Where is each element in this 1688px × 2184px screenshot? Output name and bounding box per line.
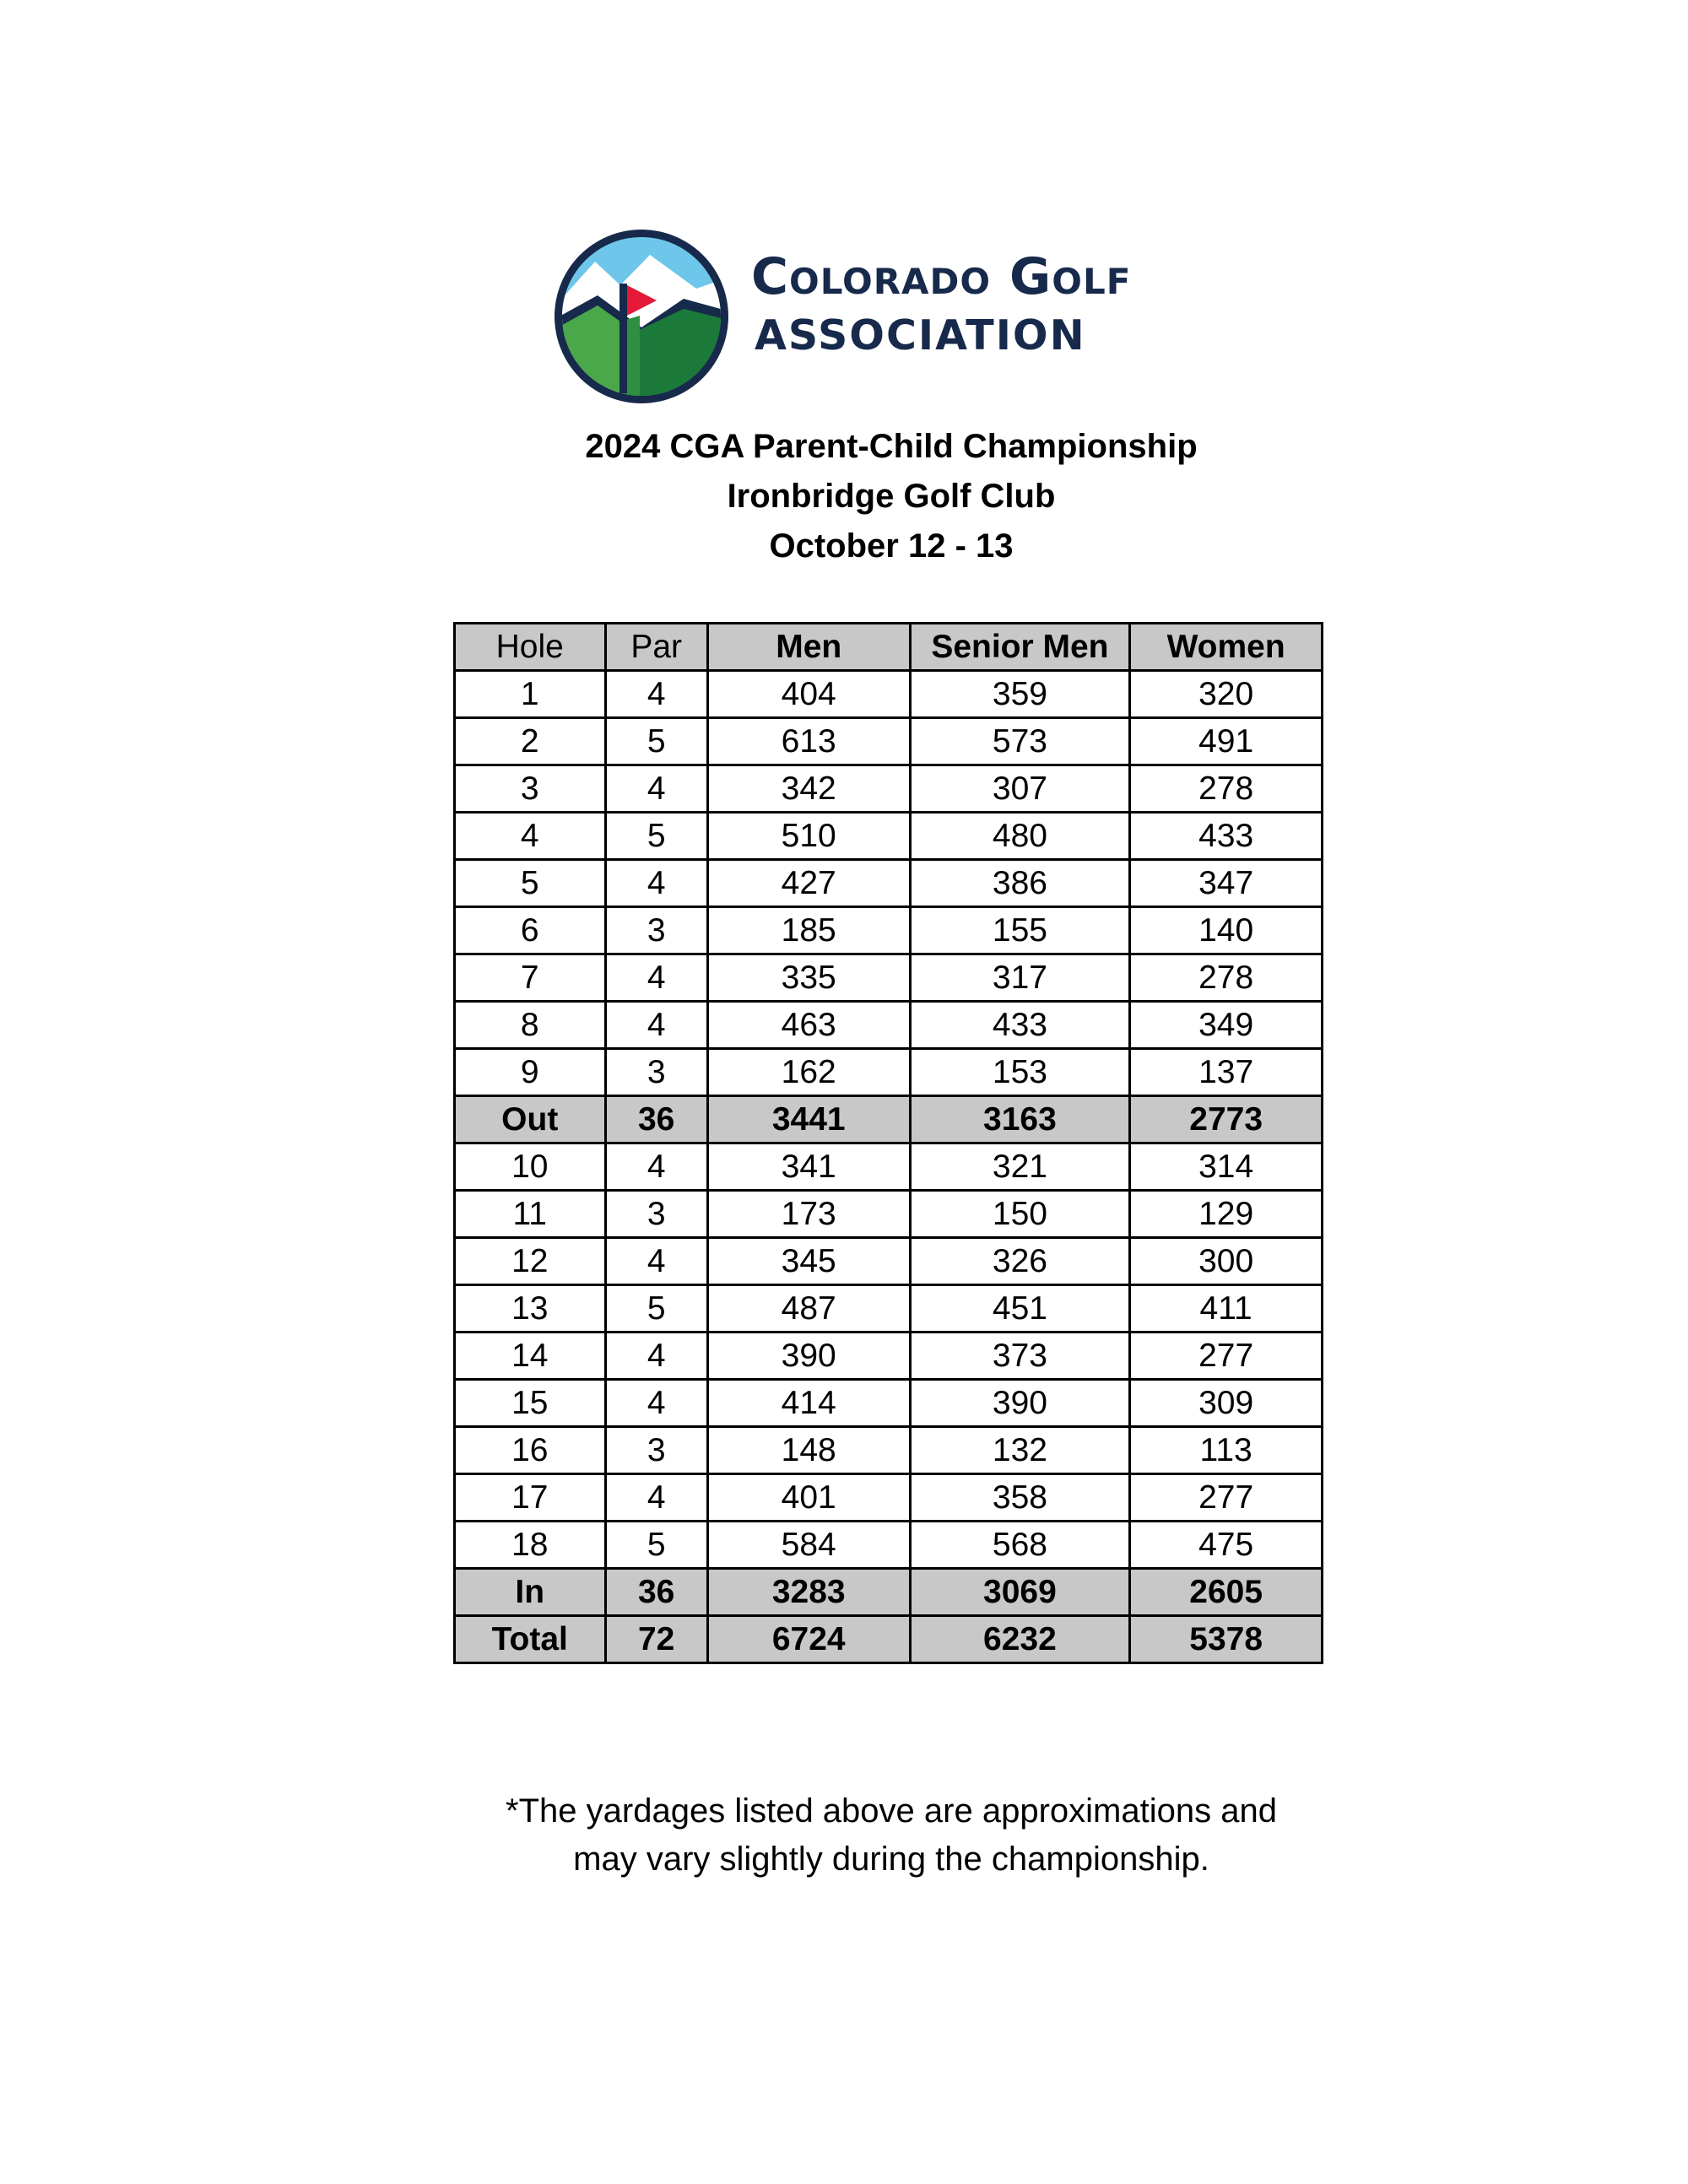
cell-hole: Total [455, 1616, 606, 1663]
cell-men: 613 [707, 718, 910, 765]
table-row [455, 1333, 1323, 1380]
footnote-line1: *The yardages listed above are approximations and [506, 1792, 1277, 1830]
cell-women: 349 [1130, 1002, 1323, 1049]
cell-women: 314 [1130, 1143, 1323, 1191]
cell-par: 3 [605, 1427, 707, 1474]
header-senior-men: Senior Men [910, 624, 1130, 671]
cell-senior-men: 373 [910, 1333, 1130, 1380]
table-row [455, 765, 1323, 813]
event-heading [0, 422, 1688, 571]
cell-hole: 12 [455, 1238, 606, 1285]
cell-men: 3441 [707, 1096, 910, 1143]
cell-women: 433 [1130, 813, 1323, 860]
cell-par: 4 [605, 1380, 707, 1427]
cell-women: 309 [1130, 1380, 1323, 1427]
cell-men: 148 [707, 1427, 910, 1474]
cell-men: 345 [707, 1238, 910, 1285]
table-row [455, 1143, 1323, 1191]
table-row [455, 1427, 1323, 1474]
cell-hole: 11 [455, 1191, 606, 1238]
cell-hole: 7 [455, 954, 606, 1002]
table-row [455, 1569, 1323, 1616]
cell-hole: In [455, 1569, 606, 1616]
yardage-footnote [0, 1787, 1688, 1884]
cell-par: 4 [605, 671, 707, 718]
cell-men: 162 [707, 1049, 910, 1096]
cell-senior-men: 321 [910, 1143, 1130, 1191]
cell-women: 277 [1130, 1333, 1323, 1380]
footnote-line2: may vary slightly during the championship. [573, 1841, 1209, 1878]
table-row [455, 1049, 1323, 1096]
cell-par: 72 [605, 1616, 707, 1663]
cell-hole: 3 [455, 765, 606, 813]
table-row [455, 813, 1323, 860]
cell-par: 3 [605, 907, 707, 954]
cell-hole: 1 [455, 671, 606, 718]
cell-par: 4 [605, 765, 707, 813]
cell-senior-men: 3069 [910, 1569, 1130, 1616]
cell-women: 277 [1130, 1474, 1323, 1522]
cell-par: 4 [605, 1002, 707, 1049]
header-men: Men [707, 624, 910, 671]
cell-men: 487 [707, 1285, 910, 1333]
cga-logo [549, 228, 1350, 405]
cell-senior-men: 568 [910, 1522, 1130, 1569]
cell-women: 2605 [1130, 1569, 1323, 1616]
cell-par: 4 [605, 1143, 707, 1191]
header-hole: Hole [455, 624, 606, 671]
cell-women: 300 [1130, 1238, 1323, 1285]
cell-senior-men: 3163 [910, 1096, 1130, 1143]
cell-hole: 6 [455, 907, 606, 954]
cell-senior-men: 359 [910, 671, 1130, 718]
cell-par: 36 [605, 1569, 707, 1616]
cga-emblem-icon [549, 228, 738, 405]
table-row [455, 1096, 1323, 1143]
cell-women: 320 [1130, 671, 1323, 718]
cell-senior-men: 390 [910, 1380, 1130, 1427]
cell-women: 411 [1130, 1285, 1323, 1333]
cell-par: 5 [605, 718, 707, 765]
cell-hole: Out [455, 1096, 606, 1143]
cell-senior-men: 326 [910, 1238, 1130, 1285]
cell-par: 5 [605, 1285, 707, 1333]
cell-men: 390 [707, 1333, 910, 1380]
cell-hole: 13 [455, 1285, 606, 1333]
cell-men: 185 [707, 907, 910, 954]
cell-senior-men: 480 [910, 813, 1130, 860]
cell-hole: 17 [455, 1474, 606, 1522]
event-dates: October 12 - 13 [769, 527, 1014, 565]
table-row [455, 907, 1323, 954]
cell-hole: 8 [455, 1002, 606, 1049]
cell-hole: 15 [455, 1380, 606, 1427]
cell-par: 4 [605, 860, 707, 907]
cell-hole: 4 [455, 813, 606, 860]
cell-senior-men: 358 [910, 1474, 1130, 1522]
table-row [455, 1191, 1323, 1238]
table-row [455, 1616, 1323, 1663]
table-row [455, 718, 1323, 765]
cell-women: 347 [1130, 860, 1323, 907]
cell-par: 36 [605, 1096, 707, 1143]
cell-women: 140 [1130, 907, 1323, 954]
cell-women: 278 [1130, 765, 1323, 813]
cell-par: 3 [605, 1049, 707, 1096]
cell-hole: 18 [455, 1522, 606, 1569]
cell-hole: 10 [455, 1143, 606, 1191]
cell-women: 129 [1130, 1191, 1323, 1238]
cell-men: 584 [707, 1522, 910, 1569]
cell-men: 404 [707, 671, 910, 718]
cell-hole: 2 [455, 718, 606, 765]
event-title: 2024 CGA Parent-Child Championship [585, 428, 1198, 465]
cell-men: 463 [707, 1002, 910, 1049]
cell-women: 475 [1130, 1522, 1323, 1569]
cell-hole: 5 [455, 860, 606, 907]
table-row [455, 860, 1323, 907]
table-row [455, 1380, 1323, 1427]
cell-men: 401 [707, 1474, 910, 1522]
table-row [455, 954, 1323, 1002]
table-row [455, 1002, 1323, 1049]
header-women: Women [1130, 624, 1323, 671]
cell-men: 342 [707, 765, 910, 813]
table-header-row [455, 624, 1323, 671]
table-row [455, 671, 1323, 718]
cell-men: 341 [707, 1143, 910, 1191]
cell-par: 4 [605, 1238, 707, 1285]
cell-senior-men: 307 [910, 765, 1130, 813]
cell-senior-men: 317 [910, 954, 1130, 1002]
table-row [455, 1522, 1323, 1569]
cell-hole: 16 [455, 1427, 606, 1474]
cell-par: 5 [605, 1522, 707, 1569]
cell-senior-men: 150 [910, 1191, 1130, 1238]
cell-women: 113 [1130, 1427, 1323, 1474]
cell-par: 4 [605, 954, 707, 1002]
event-venue: Ironbridge Golf Club [727, 478, 1056, 515]
header-par: Par [605, 624, 707, 671]
cell-par: 5 [605, 813, 707, 860]
cell-senior-men: 451 [910, 1285, 1130, 1333]
cell-par: 4 [605, 1474, 707, 1522]
cell-senior-men: 155 [910, 907, 1130, 954]
yardage-table [453, 622, 1323, 1664]
cell-men: 335 [707, 954, 910, 1002]
table-row [455, 1285, 1323, 1333]
table-row [455, 1238, 1323, 1285]
cell-senior-men: 6232 [910, 1616, 1130, 1663]
cell-par: 3 [605, 1191, 707, 1238]
cell-par: 4 [605, 1333, 707, 1380]
cell-women: 491 [1130, 718, 1323, 765]
cell-senior-men: 386 [910, 860, 1130, 907]
logo-wordmark-line1: Colorado Golf [751, 247, 1132, 306]
cell-men: 414 [707, 1380, 910, 1427]
cell-women: 137 [1130, 1049, 1323, 1096]
cell-women: 278 [1130, 954, 1323, 1002]
cell-hole: 14 [455, 1333, 606, 1380]
cell-men: 173 [707, 1191, 910, 1238]
cell-senior-men: 433 [910, 1002, 1130, 1049]
logo-wordmark-line2: ASSOCIATION [755, 311, 1086, 359]
cell-senior-men: 132 [910, 1427, 1130, 1474]
cell-men: 6724 [707, 1616, 910, 1663]
cell-men: 3283 [707, 1569, 910, 1616]
cell-hole: 9 [455, 1049, 606, 1096]
cell-women: 5378 [1130, 1616, 1323, 1663]
cell-senior-men: 153 [910, 1049, 1130, 1096]
cell-women: 2773 [1130, 1096, 1323, 1143]
cell-men: 510 [707, 813, 910, 860]
table-row [455, 1474, 1323, 1522]
cell-senior-men: 573 [910, 718, 1130, 765]
cell-men: 427 [707, 860, 910, 907]
